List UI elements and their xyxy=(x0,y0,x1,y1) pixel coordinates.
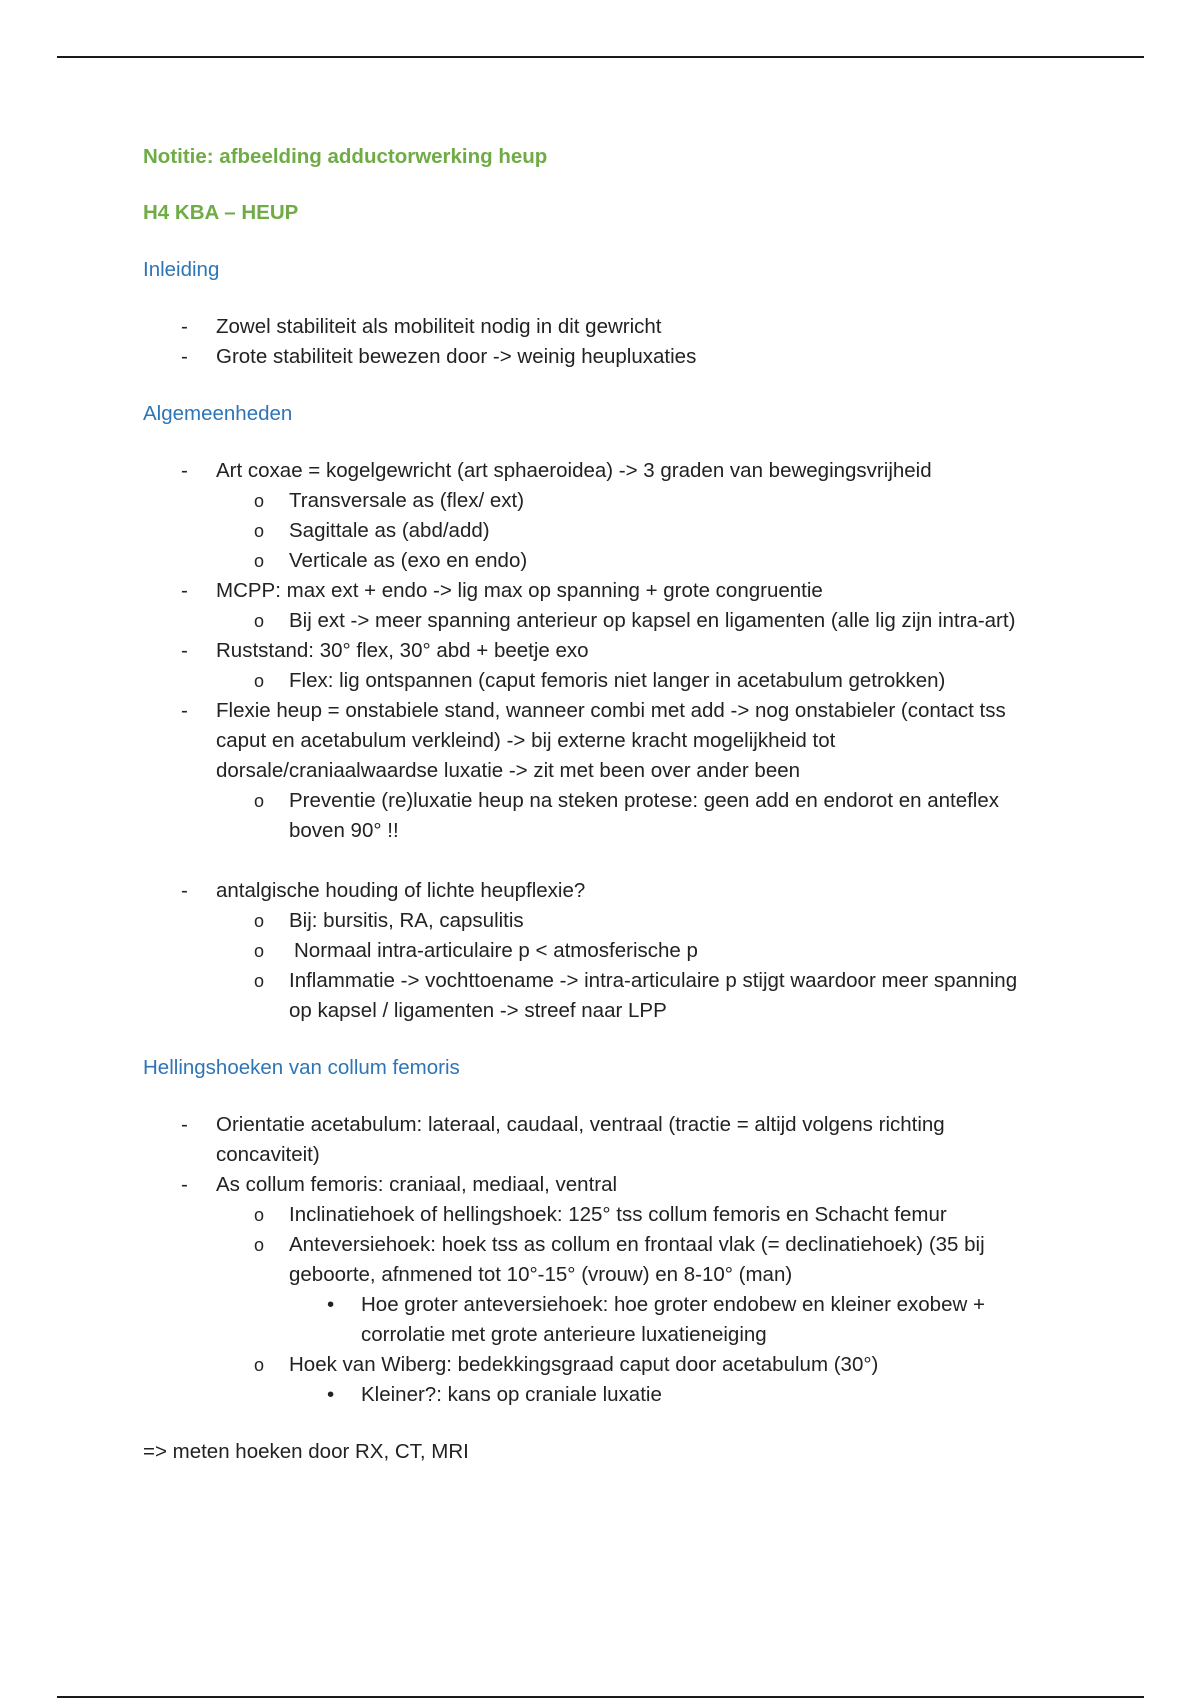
list-item xyxy=(143,342,1043,372)
list-item-text: Grote stabiliteit bewezen door -> weinig heupluxaties xyxy=(216,345,697,368)
footer-rule xyxy=(57,1696,1144,1698)
list-item xyxy=(143,636,1043,696)
sub-list-item xyxy=(216,966,1043,1026)
sub-sub-list-item-text: Hoe groter anteversiehoek: hoe groter endobew en kleiner exobew + corrolatie met grote anterieure luxatieneiging xyxy=(361,1293,985,1346)
section-heading-hellingshoeken: Hellingshoeken van collum femoris xyxy=(143,1056,460,1079)
dash-marker: - xyxy=(181,345,188,368)
circle-marker: o xyxy=(254,551,265,571)
header-rule xyxy=(57,56,1144,58)
circle-marker: o xyxy=(254,521,265,541)
sub-list-item xyxy=(216,666,1043,696)
sub-list-item xyxy=(216,1200,1043,1230)
list-item xyxy=(143,456,1043,576)
list-item xyxy=(143,1170,1043,1410)
circle-marker: o xyxy=(254,1235,265,1255)
sub-list-item xyxy=(216,1230,1043,1350)
hellingshoeken-list xyxy=(143,1110,1043,1410)
list-item-text: Zowel stabiliteit als mobiliteit nodig in dit gewricht xyxy=(216,315,662,338)
sub-list-item-text: Inclinatiehoek of hellingshoek: 125° tss collum femoris en Schacht femur xyxy=(289,1203,947,1226)
list-item xyxy=(143,576,1043,636)
list-item-text: Art coxae = kogelgewricht (art sphaeroidea) -> 3 graden van bewegingsvrijheid xyxy=(216,459,932,482)
list-item xyxy=(143,312,1043,342)
sub-list-item-text: Flex: lig ontspannen (caput femoris niet langer in acetabulum getrokken) xyxy=(289,669,946,692)
sub-list-item-text: Sagittale as (abd/add) xyxy=(289,519,490,542)
sub-list-item-text: Transversale as (flex/ ext) xyxy=(289,489,525,512)
sub-list-item-text: Normaal intra-articulaire p < atmosferische p xyxy=(294,939,698,962)
circle-marker: o xyxy=(254,611,265,631)
sub-list-item-text: Bij: bursitis, RA, capsulitis xyxy=(289,909,524,932)
section-heading-inleiding: Inleiding xyxy=(143,258,220,281)
sub-list-item xyxy=(216,1350,1043,1410)
list-item-text: Flexie heup = onstabiele stand, wanneer combi met add -> nog onstabieler (contact tss caput en acetabulum verkleind) -> bij externe kracht mogelijkheid tot dorsale/craniaalwaardse luxatie -> zit met been over ander been xyxy=(216,699,1006,782)
sub-list xyxy=(216,606,1043,636)
sub-list-item xyxy=(216,546,1043,576)
circle-marker: o xyxy=(254,491,265,511)
list-item xyxy=(143,876,1043,1026)
sub-list-item-text: Inflammatie -> vochttoename -> intra-articulaire p stijgt waardoor meer spanning op kapsel / ligamenten -> streef naar LPP xyxy=(289,969,1018,1022)
dash-marker: - xyxy=(181,579,188,602)
chapter-title: H4 KBA – HEUP xyxy=(143,201,299,224)
circle-marker: o xyxy=(254,911,265,931)
sub-sub-list-item xyxy=(289,1380,1043,1410)
document-body xyxy=(143,142,1043,1467)
dash-marker: - xyxy=(181,639,188,662)
sub-list-item-text: Verticale as (exo en endo) xyxy=(289,549,528,572)
sub-sub-list-item-text: Kleiner?: kans op craniale luxatie xyxy=(361,1383,662,1406)
list-item-text: antalgische houding of lichte heupflexie? xyxy=(216,879,586,902)
sub-list-item xyxy=(216,606,1043,636)
algemeenheden-list xyxy=(143,456,1043,1026)
sub-list-item xyxy=(216,516,1043,546)
sub-list-item-text: Hoek van Wiberg: bedekkingsgraad caput door acetabulum (30°) xyxy=(289,1353,879,1376)
note-title: Notitie: afbeelding adductorwerking heup xyxy=(143,145,548,168)
list-item xyxy=(143,696,1043,876)
list-item-text: MCPP: max ext + endo -> lig max op spanning + grote congruentie xyxy=(216,579,823,602)
bullet-marker: • xyxy=(327,1293,335,1316)
sub-list xyxy=(216,786,1043,846)
sub-sub-list xyxy=(289,1380,1043,1410)
circle-marker: o xyxy=(254,1355,265,1375)
list-item-text: As collum femoris: craniaal, mediaal, ventral xyxy=(216,1173,618,1196)
list-item xyxy=(143,1110,1043,1170)
sub-list xyxy=(216,666,1043,696)
circle-marker: o xyxy=(254,671,265,691)
circle-marker: o xyxy=(254,1205,265,1225)
dash-marker: - xyxy=(181,699,188,722)
sub-list-item xyxy=(216,786,1043,846)
sub-list-item-text: Anteversiehoek: hoek tss as collum en frontaal vlak (= declinatiehoek) (35 bij geboorte, afnmened tot 10°-15° (vrouw) en 8-10° (man) xyxy=(289,1233,985,1286)
blank-line xyxy=(216,846,1043,876)
dash-marker: - xyxy=(181,1173,188,1196)
dash-marker: - xyxy=(181,315,188,338)
list-item-text: Ruststand: 30° flex, 30° abd + beetje exo xyxy=(216,639,589,662)
sub-list-item-text: Preventie (re)luxatie heup na steken protese: geen add en endorot en anteflex boven 90° !! xyxy=(289,789,1000,842)
bullet-marker: • xyxy=(327,1383,335,1406)
dash-marker: - xyxy=(181,1113,188,1136)
sub-list xyxy=(216,486,1043,576)
list-item-text: Orientatie acetabulum: lateraal, caudaal, ventraal (tractie = altijd volgens richting concaviteit) xyxy=(216,1113,945,1166)
circle-marker: o xyxy=(254,971,265,991)
section-heading-algemeenheden: Algemeenheden xyxy=(143,402,293,425)
sub-sub-list xyxy=(289,1290,1043,1350)
circle-marker: o xyxy=(254,941,265,961)
sub-list-item xyxy=(216,486,1043,516)
sub-list-item xyxy=(216,936,1043,966)
closing-line: => meten hoeken door RX, CT, MRI xyxy=(143,1440,469,1463)
sub-list xyxy=(216,1200,1043,1410)
sub-list xyxy=(216,906,1043,1026)
dash-marker: - xyxy=(181,879,188,902)
sub-list-item-text: Bij ext -> meer spanning anterieur op kapsel en ligamenten (alle lig zijn intra-art) xyxy=(289,609,1016,632)
dash-marker: - xyxy=(181,459,188,482)
sub-list-item xyxy=(216,906,1043,936)
inleiding-list xyxy=(143,312,1043,372)
sub-sub-list-item xyxy=(289,1290,1043,1350)
circle-marker: o xyxy=(254,791,265,811)
